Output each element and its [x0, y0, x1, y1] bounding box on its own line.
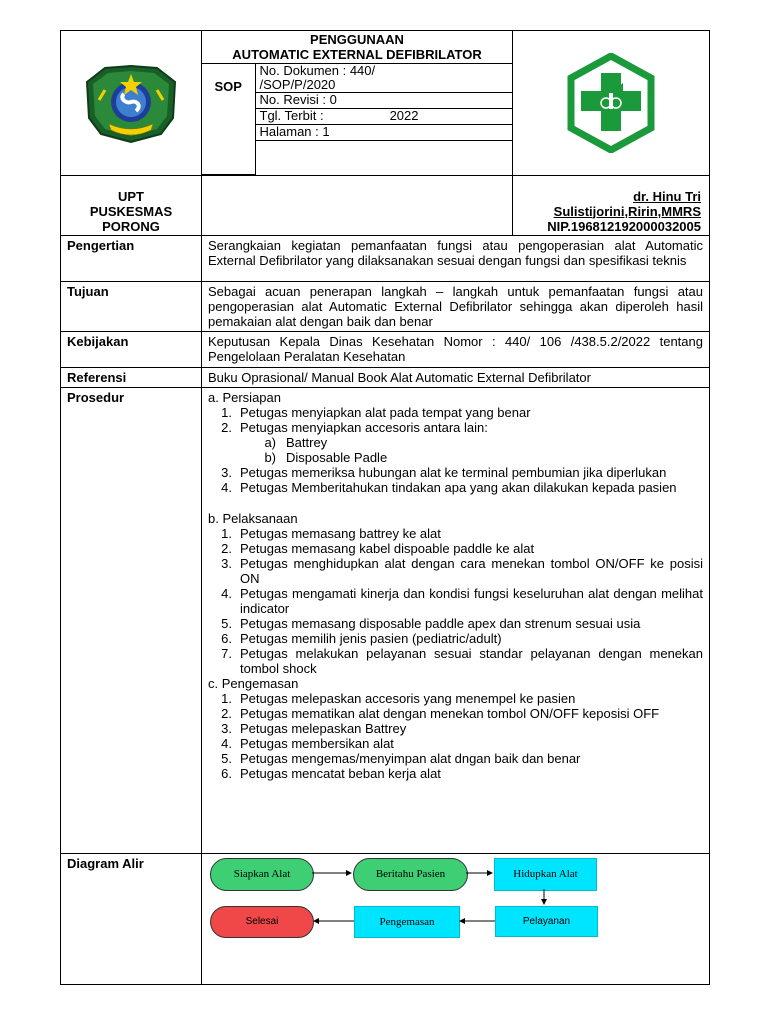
item-number: 2. [221, 419, 232, 435]
tujuan-label: Tujuan [61, 281, 202, 331]
flow-arrows [202, 854, 650, 954]
kebijakan-label: Kebijakan [61, 331, 202, 367]
procedure-item [208, 736, 703, 751]
sop-document [60, 30, 710, 985]
item-number: 6. [221, 765, 232, 781]
pengertian-text: Serangkaian kegiatan pemanfaatan fungsi atau pengoperasian alat Automatic External Defibrilator yang dilaksanakan sesuai dengan fungsi dan spesifikasi teknis [202, 235, 710, 281]
item-number: 2. [221, 540, 232, 556]
item-number: 4. [221, 479, 232, 495]
org-line-2: PUSKESMAS [89, 203, 173, 219]
procedure-item [208, 405, 703, 420]
procedure-item [208, 465, 703, 480]
item-text: Disposable Padle [286, 449, 388, 465]
puskesmas-logo [561, 53, 661, 153]
signer-name-1: dr. Hinu Tri [633, 188, 701, 204]
procedure-item [208, 751, 703, 766]
title-line-1: PENGGUNAAN [310, 32, 404, 47]
organization-name [61, 175, 202, 235]
item-text: Petugas mengamati kinerja dan kondisi fungsi keseluruhan alat dengan melihat indicator [240, 585, 703, 616]
item-number: 3. [221, 555, 232, 571]
procedure-item [208, 706, 703, 721]
issue-date-year: 2022 [389, 108, 419, 123]
procedure-item [208, 586, 703, 616]
kabupaten-sidoarjo-logo [81, 60, 181, 146]
item-text: Petugas membersikan alat [240, 735, 394, 751]
prosedur-content [202, 387, 710, 853]
section-b-items [208, 526, 703, 676]
procedure-item [208, 631, 703, 646]
signature-block [513, 175, 710, 235]
flow-beritahu-pasien: Beritahu Pasien [353, 858, 468, 891]
revision-number: No. Revisi : 0 [255, 93, 512, 109]
issue-date [255, 109, 512, 125]
section-a-items [208, 405, 703, 435]
procedure-item [208, 721, 703, 736]
right-logo-cell [513, 31, 710, 176]
item-number: 1. [221, 404, 232, 420]
sop-info-table [202, 63, 512, 175]
item-number: 3. [221, 720, 232, 736]
flow-siapkan-alat: Siapkan Alat [210, 858, 314, 891]
title-line-2: AUTOMATIC EXTERNAL DEFIBRILATOR [232, 47, 482, 62]
sop-label: SOP [202, 64, 255, 175]
flow-hidupkan-alat: Hidupkan Alat [494, 858, 597, 891]
item-text: Petugas memasang disposable paddle apex dan strenum sesuai usia [240, 615, 641, 631]
item-number: a) [264, 434, 276, 450]
item-number: 3. [221, 464, 232, 480]
title-block [202, 31, 513, 176]
signer-nip: NIP.196812192000032005 [547, 218, 701, 234]
flow-selesai: Selesai [210, 906, 314, 938]
item-text: Petugas mematikan alat dengan menekan tombol ON/OFF keposisi OFF [240, 705, 660, 721]
procedure-item [208, 616, 703, 631]
item-text: Petugas memilih jenis pasien (pediatric/adult) [240, 630, 502, 646]
item-number: 1. [221, 690, 232, 706]
procedure-item [208, 526, 703, 541]
item-text: Petugas memasang kabel dispoable paddle ke alat [240, 540, 535, 556]
org-line-3: PORONG [102, 218, 160, 234]
section-a-items-2 [208, 465, 703, 495]
item-number: 2. [221, 705, 232, 721]
section-b-title: b. Pelaksanaan [208, 510, 298, 526]
signer-name-2: Sulistijorini,Ririn,MMRS [553, 203, 701, 219]
section-c-items [208, 691, 703, 781]
procedure-item [208, 691, 703, 706]
procedure-subitem [208, 450, 703, 465]
procedure-subitem [208, 435, 703, 450]
procedure-item [208, 480, 703, 495]
flow-pelayanan: Pelayanan [495, 906, 598, 937]
item-text: Petugas melepaskan accesoris yang menempel ke pasien [240, 690, 576, 706]
diagram-label: Diagram Alir [61, 853, 202, 984]
referensi-text: Buku Oprasional/ Manual Book Alat Automatic External Defibrilator [202, 367, 710, 387]
left-logo-cell [61, 31, 202, 176]
item-text: Petugas mengemas/menyimpan alat dngan baik dan benar [240, 750, 581, 766]
item-text: Battrey [286, 434, 328, 450]
doc-number-line-2: /SOP/P/2020 [259, 77, 336, 92]
item-text: Petugas menyiapkan accesoris antara lain: [240, 419, 488, 435]
item-number: 5. [221, 615, 232, 631]
item-number: 4. [221, 735, 232, 751]
item-number: 7. [221, 645, 232, 661]
procedure-item [208, 556, 703, 586]
doc-number-line-1: No. Dokumen : 440/ [259, 63, 376, 78]
section-a-title: a. Persiapan [208, 389, 281, 405]
item-number: 6. [221, 630, 232, 646]
item-text: Petugas mencatat beban kerja alat [240, 765, 441, 781]
item-number: 4. [221, 585, 232, 601]
item-text: Petugas melakukan pelayanan sesuai standar pelayanan dengan menekan tombol shock [240, 645, 703, 676]
referensi-label: Referensi [61, 367, 202, 387]
procedure-item [208, 420, 703, 435]
section-a-subitems [208, 435, 703, 465]
section-c-title: c. Pengemasan [208, 675, 299, 691]
flow-pengemasan: Pengemasan [354, 906, 460, 938]
item-text: Petugas Memberitahukan tindakan apa yang akan dilakukan kepada pasien [240, 479, 677, 495]
item-text: Petugas menyiapkan alat pada tempat yang benar [240, 404, 531, 420]
pengertian-label: Pengertian [61, 235, 202, 281]
flow-diagram [202, 853, 710, 984]
prosedur-label: Prosedur [61, 387, 202, 853]
org-line-1: UPT [118, 188, 144, 204]
item-text: Petugas melepaskan Battrey [240, 720, 407, 736]
page-number: Halaman : 1 [255, 125, 512, 141]
tujuan-text: Sebagai acuan penerapan langkah – langkah untuk pemanfaatan fungsi atau pengoperasian alat Automatic External Defibrilator sehingga akan diperoleh hasil pemakaian alat dengan baik dan benar [202, 281, 710, 331]
item-text: Petugas menghidupkan alat dengan cara menekan tombol ON/OFF ke posisi ON [240, 555, 703, 586]
issue-date-label: Tgl. Terbit : [259, 108, 324, 123]
procedure-item [208, 541, 703, 556]
kebijakan-text: Keputusan Kepala Dinas Kesehatan Nomor : 440/ 106 /438.5.2/2022 tentang Pengelolaan Peralatan Kesehatan [202, 331, 710, 367]
item-number: b) [264, 449, 276, 465]
item-text: Petugas memasang battrey ke alat [240, 525, 441, 541]
procedure-item [208, 766, 703, 781]
procedure-item [208, 646, 703, 676]
item-text: Petugas memeriksa hubungan alat ke terminal pembumian jika diperlukan [240, 464, 667, 480]
item-number: 1. [221, 525, 232, 541]
item-number: 5. [221, 750, 232, 766]
